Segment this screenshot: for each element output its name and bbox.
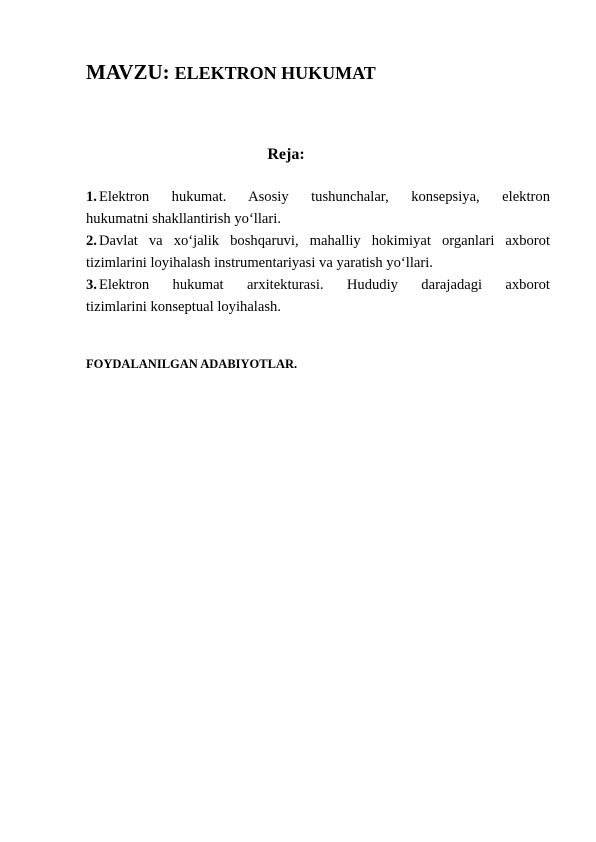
plan-item-line: tizimlarini konseptual loyihalash. [86, 299, 281, 315]
references-heading: FOYDALANILGAN ADABIYOTLAR. [86, 357, 298, 371]
plan-list [86, 186, 550, 318]
plan-heading [0, 145, 596, 165]
plan-item-number: 1. [86, 189, 97, 205]
page-title [86, 60, 376, 85]
plan-item-line: tizimlarini loyihalash instrumentariyasi va yaratish yo‘llari. [86, 255, 433, 271]
plan-item-text: Davlat va xo‘jalik boshqaruvi, mahalliy hokimiyat organlari axborot [98, 233, 550, 249]
plan-item-line [86, 274, 550, 296]
plan-item-text: Elektron hukumat arxitekturasi. Hududiy darajadagi axborot [98, 277, 550, 293]
plan-item-text: Elektron hukumat. Asosiy tushunchalar, konsepsiya, elektron [98, 189, 550, 205]
plan-item-line: hukumatni shakllantirish yo‘llari. [86, 211, 281, 227]
plan-heading-text: Reja: [267, 146, 305, 163]
plan-item-3 [86, 274, 550, 318]
plan-item-2 [86, 230, 550, 274]
title-topic: ELEKTRON HUKUMAT [174, 63, 376, 83]
plan-item-line [86, 186, 550, 208]
title-prefix: MAVZU: [86, 60, 170, 84]
plan-item-number: 2. [86, 233, 97, 249]
plan-item-number: 3. [86, 277, 97, 293]
plan-item-1 [86, 186, 550, 230]
plan-item-line [86, 230, 550, 252]
